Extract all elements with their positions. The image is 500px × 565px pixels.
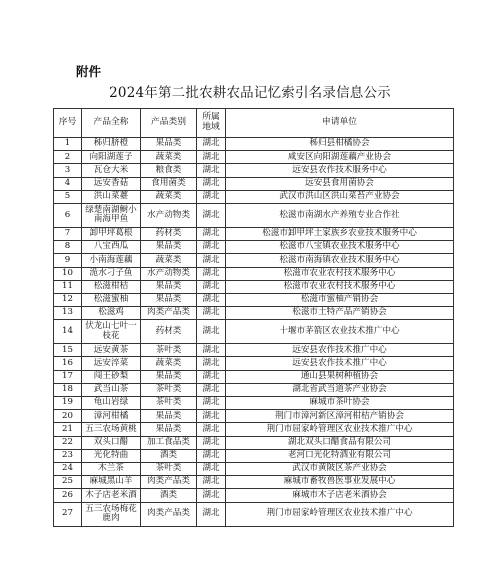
- table-row: [54, 254, 454, 267]
- cell-product-name: 洪山菜薹: [82, 190, 141, 203]
- cell-product-name: 洈水刁子鱼: [82, 267, 141, 280]
- cell-category: 肉类产品类: [141, 476, 197, 489]
- cell-category: 酒类: [141, 449, 197, 462]
- cell-region: 湖北: [197, 203, 226, 227]
- table-row: [54, 177, 454, 190]
- cell-category: 果品类: [141, 280, 197, 293]
- header-applicant: 申请单位: [226, 109, 454, 138]
- cell-applicant: 十堰市茅箭区农业技术推广中心: [226, 320, 454, 344]
- cell-seq: 5: [54, 190, 82, 203]
- cell-category: 果品类: [141, 423, 197, 436]
- table-row: [54, 410, 454, 423]
- cell-region: 湖北: [197, 489, 226, 502]
- cell-category: 肉类产品类: [141, 502, 197, 526]
- cell-seq: 22: [54, 436, 82, 449]
- cell-applicant: 武汉市洪山区洪山菜苔产业协会: [226, 190, 454, 203]
- cell-product-name: 武当山茶: [82, 383, 141, 396]
- cell-seq: 6: [54, 203, 82, 227]
- cell-region: 湖北: [197, 397, 226, 410]
- cell-product-name: 五三农场梅花鹿肉: [82, 502, 141, 526]
- page-title: 2024年第二批农耕农品记忆索引名录信息公示: [109, 85, 391, 101]
- cell-seq: 18: [54, 383, 82, 396]
- cell-product-name: 秭归脐橙: [82, 138, 141, 151]
- cell-applicant: 老河口光化特酒业有限公司: [226, 449, 454, 462]
- cell-region: 湖北: [197, 423, 226, 436]
- table-row: [54, 462, 454, 475]
- cell-product-name: 小南海莲藕: [82, 254, 141, 267]
- cell-region: 湖北: [197, 241, 226, 254]
- cell-seq: 13: [54, 307, 82, 320]
- cell-category: 果品类: [141, 138, 197, 151]
- cell-category: 蔬菜类: [141, 254, 197, 267]
- cell-region: 湖北: [197, 383, 226, 396]
- cell-applicant: 松滋市蜜柚产销协会: [226, 293, 454, 306]
- cell-region: 湖北: [197, 280, 226, 293]
- attachment-label: 附件: [76, 64, 102, 79]
- cell-region: 湖北: [197, 164, 226, 177]
- cell-seq: 7: [54, 227, 82, 240]
- cell-seq: 20: [54, 410, 82, 423]
- cell-seq: 3: [54, 164, 82, 177]
- header-region: 所属地域: [197, 109, 226, 138]
- cell-region: 湖北: [197, 177, 226, 190]
- cell-seq: 16: [54, 357, 82, 370]
- table-row: [54, 489, 454, 502]
- table-row: [54, 164, 454, 177]
- cell-seq: 4: [54, 177, 82, 190]
- cell-seq: 21: [54, 423, 82, 436]
- cell-seq: 11: [54, 280, 82, 293]
- table-row: [54, 476, 454, 489]
- cell-applicant: 远安县农作技术服务中心: [226, 164, 454, 177]
- table-row: [54, 320, 454, 344]
- cell-applicant: 湖北双头口醋食品有限公司: [226, 436, 454, 449]
- cell-product-name: 漳河柑橘: [82, 410, 141, 423]
- cell-seq: 25: [54, 476, 82, 489]
- cell-seq: 1: [54, 138, 82, 151]
- cell-category: 果品类: [141, 370, 197, 383]
- cell-applicant: 咸安区向阳湖莲藕产业协会: [226, 151, 454, 164]
- cell-applicant: 远安县农作技术推广中心: [226, 344, 454, 357]
- cell-product-name: 麻城黑山羊: [82, 476, 141, 489]
- cell-applicant: 松滋市土特产品产销协会: [226, 307, 454, 320]
- table-row: [54, 307, 454, 320]
- table-row: [54, 151, 454, 164]
- table-row: [54, 138, 454, 151]
- cell-category: 粮食类: [141, 164, 197, 177]
- cell-region: 湖北: [197, 344, 226, 357]
- table-header-row: [54, 109, 454, 138]
- table-row: [54, 227, 454, 240]
- cell-seq: 17: [54, 370, 82, 383]
- cell-applicant: 麻城市茶叶协会: [226, 397, 454, 410]
- cell-region: 湖北: [197, 462, 226, 475]
- cell-product-name: 远安淬菜: [82, 357, 141, 370]
- cell-seq: 15: [54, 344, 82, 357]
- cell-product-name: 五三农场黄桃: [82, 423, 141, 436]
- cell-category: 水产动物类: [141, 267, 197, 280]
- cell-applicant: 远安县食用菌协会: [226, 177, 454, 190]
- cell-region: 湖北: [197, 190, 226, 203]
- cell-category: 茶叶类: [141, 383, 197, 396]
- cell-category: 果品类: [141, 241, 197, 254]
- cell-category: 食用菌类: [141, 177, 197, 190]
- table-row: [54, 357, 454, 370]
- cell-seq: 23: [54, 449, 82, 462]
- cell-product-name: 伏龙山七叶一枝花: [82, 320, 141, 344]
- cell-applicant: 荆门市屈家岭管理区农业技术推广中心: [226, 423, 454, 436]
- cell-product-name: 卸甲坪葛根: [82, 227, 141, 240]
- table-row: [54, 397, 454, 410]
- cell-seq: 19: [54, 397, 82, 410]
- cell-region: 湖北: [197, 476, 226, 489]
- cell-applicant: 远安县农作技术推广中心: [226, 357, 454, 370]
- cell-applicant: 秭归县柑橘协会: [226, 138, 454, 151]
- cell-region: 湖北: [197, 449, 226, 462]
- cell-region: 湖北: [197, 151, 226, 164]
- cell-product-name: 闯王砂梨: [82, 370, 141, 383]
- table-row: [54, 423, 454, 436]
- header-product-name: 产品全称: [82, 109, 141, 138]
- cell-region: 湖北: [197, 502, 226, 526]
- cell-product-name: 木兰茶: [82, 462, 141, 475]
- cell-product-name: 远安黄茶: [82, 344, 141, 357]
- cell-seq: 12: [54, 293, 82, 306]
- cell-applicant: 松滋市南湖水产养殖专业合作社: [226, 203, 454, 227]
- cell-region: 湖北: [197, 410, 226, 423]
- cell-applicant: 武汉市黄陂区茶产业协会: [226, 462, 454, 475]
- cell-applicant: 荆门市屈家岭管理区农业技术推广中心: [226, 502, 454, 526]
- cell-category: 蔬菜类: [141, 190, 197, 203]
- table-row: [54, 293, 454, 306]
- cell-category: 果品类: [141, 293, 197, 306]
- table-row: [54, 344, 454, 357]
- cell-seq: 2: [54, 151, 82, 164]
- cell-category: 水产动物类: [141, 203, 197, 227]
- header-category: 产品类别: [141, 109, 197, 138]
- cell-product-name: 瓦仓大米: [82, 164, 141, 177]
- cell-product-name: 松滋柑桔: [82, 280, 141, 293]
- cell-applicant: 麻城市畜牧兽医事业发展中心: [226, 476, 454, 489]
- registry-table: [53, 108, 454, 527]
- cell-product-name: 松滋蜜柚: [82, 293, 141, 306]
- table-row: [54, 383, 454, 396]
- cell-seq: 24: [54, 462, 82, 475]
- cell-product-name: 木子店老米酒: [82, 489, 141, 502]
- cell-region: 湖北: [197, 370, 226, 383]
- table-row: [54, 502, 454, 526]
- cell-applicant: 松滋市农业农村技术服务中心: [226, 280, 454, 293]
- table-row: [54, 190, 454, 203]
- cell-region: 湖北: [197, 436, 226, 449]
- cell-product-name: 龟山岩绿: [82, 397, 141, 410]
- cell-applicant: 松滋市农业农村技术服务中心: [226, 267, 454, 280]
- cell-seq: 14: [54, 320, 82, 344]
- cell-category: 茶叶类: [141, 344, 197, 357]
- cell-category: 果品类: [141, 410, 197, 423]
- cell-category: 药材类: [141, 320, 197, 344]
- cell-product-name: 向阳湖莲子: [82, 151, 141, 164]
- table-row: [54, 241, 454, 254]
- table-row: [54, 370, 454, 383]
- cell-product-name: 松滋鸡: [82, 307, 141, 320]
- cell-category: 茶叶类: [141, 462, 197, 475]
- cell-product-name: 双头口醋: [82, 436, 141, 449]
- cell-applicant: 湖北省武当道茶产业协会: [226, 383, 454, 396]
- header-seq: 序号: [54, 109, 82, 138]
- cell-region: 湖北: [197, 357, 226, 370]
- cell-applicant: 荆门市漳河新区漳河柑桔产销协会: [226, 410, 454, 423]
- cell-applicant: 麻城市木子店老米酒协会: [226, 489, 454, 502]
- cell-category: 蔬菜类: [141, 151, 197, 164]
- cell-region: 湖北: [197, 254, 226, 267]
- cell-applicant: 松滋市八宝镇农业技术服务中心: [226, 241, 454, 254]
- table-row: [54, 280, 454, 293]
- cell-applicant: 松滋市南海镇农业技术服务中心: [226, 254, 454, 267]
- cell-category: 蔬菜类: [141, 357, 197, 370]
- table-row: [54, 203, 454, 227]
- cell-category: 肉类产品类: [141, 307, 197, 320]
- cell-category: 药材类: [141, 227, 197, 240]
- table-row: [54, 449, 454, 462]
- cell-seq: 27: [54, 502, 82, 526]
- cell-seq: 26: [54, 489, 82, 502]
- table-row: [54, 436, 454, 449]
- cell-region: 湖北: [197, 138, 226, 151]
- cell-region: 湖北: [197, 267, 226, 280]
- cell-category: 酒类: [141, 489, 197, 502]
- cell-applicant: 松滋市卸甲坪土家族乡农业技术服务中心: [226, 227, 454, 240]
- cell-applicant: 通山县果树种植协会: [226, 370, 454, 383]
- cell-seq: 9: [54, 254, 82, 267]
- cell-seq: 8: [54, 241, 82, 254]
- cell-seq: 10: [54, 267, 82, 280]
- cell-category: 加工食品类: [141, 436, 197, 449]
- cell-product-name: 八宝西瓜: [82, 241, 141, 254]
- cell-product-name: 绿楚南湖鲥小南海甲鱼: [82, 203, 141, 227]
- cell-product-name: 远安香菇: [82, 177, 141, 190]
- cell-region: 湖北: [197, 293, 226, 306]
- cell-category: 茶叶类: [141, 397, 197, 410]
- cell-region: 湖北: [197, 307, 226, 320]
- cell-region: 湖北: [197, 320, 226, 344]
- cell-region: 湖北: [197, 227, 226, 240]
- cell-product-name: 光化特曲: [82, 449, 141, 462]
- table-row: [54, 267, 454, 280]
